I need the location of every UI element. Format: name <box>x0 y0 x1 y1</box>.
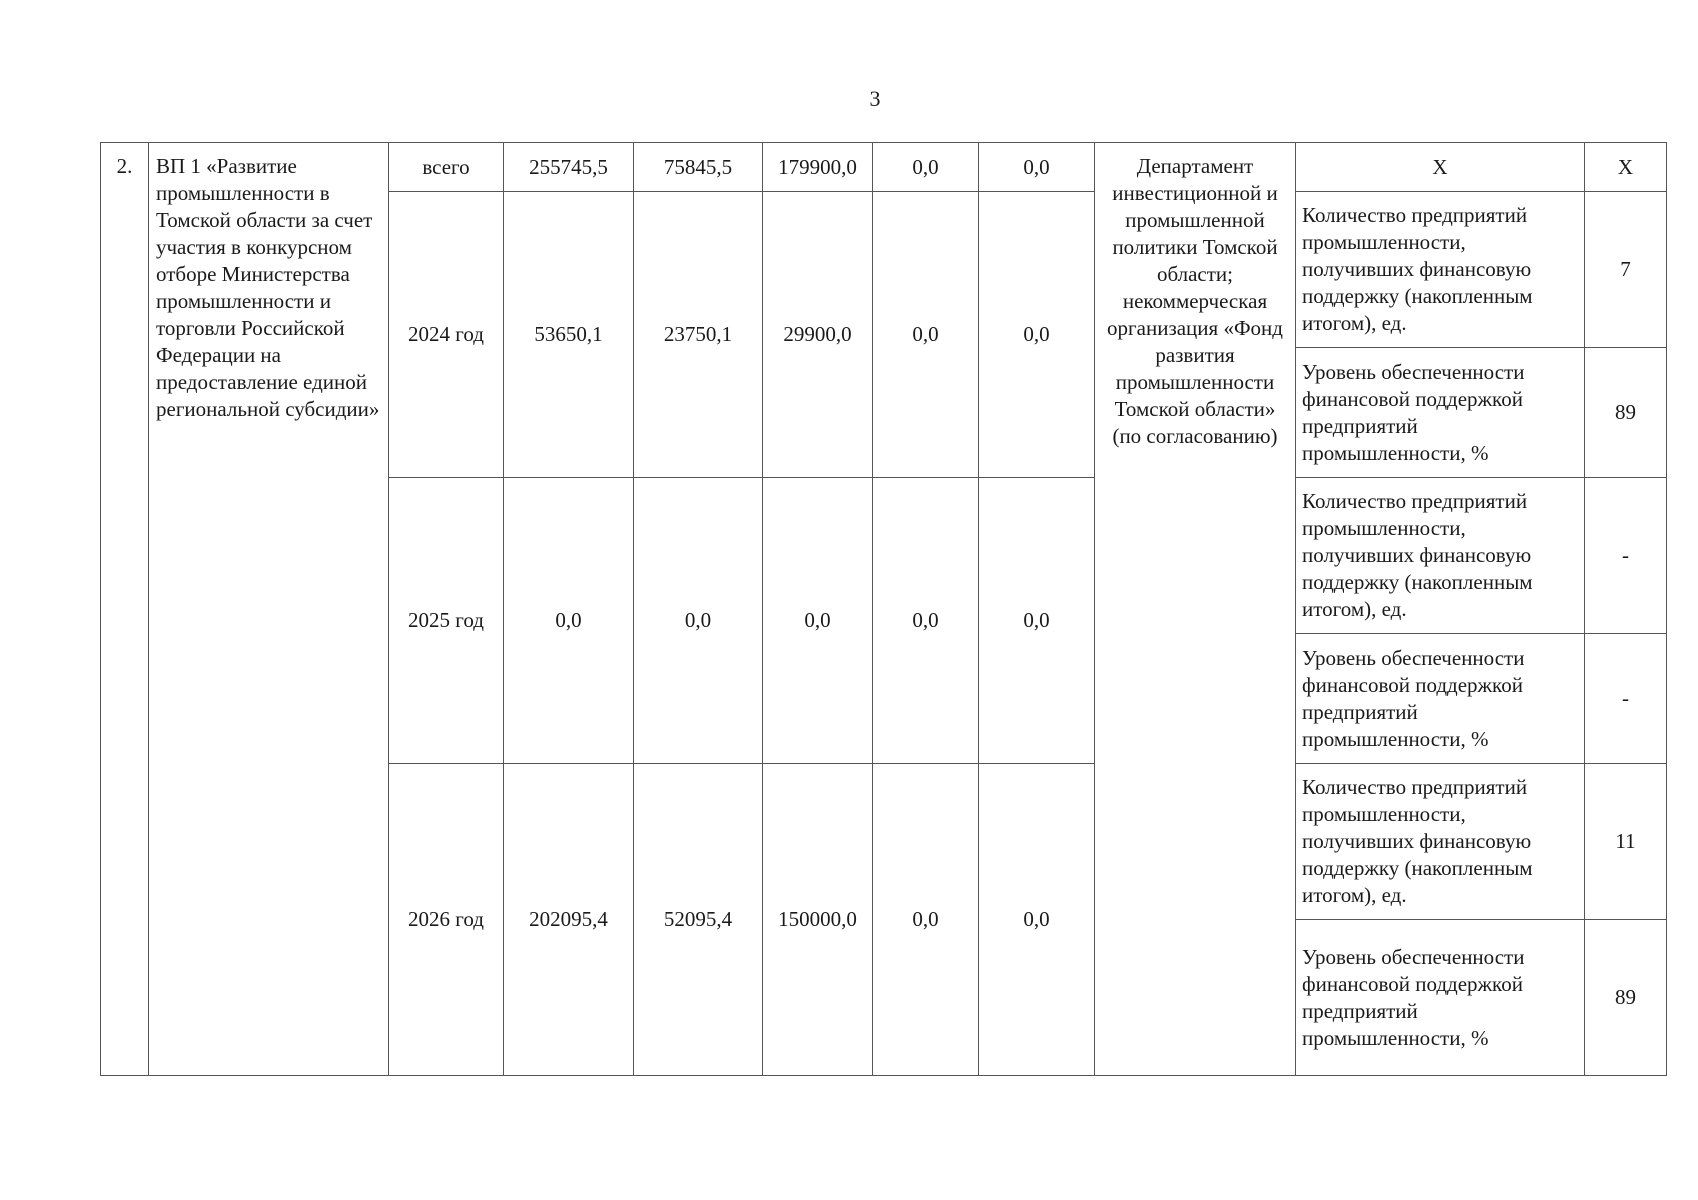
indicator-value: 89 <box>1585 920 1667 1076</box>
table-row-total <box>101 143 1667 192</box>
period-label: 2024 год <box>389 192 504 478</box>
period-col5: 0,0 <box>979 478 1095 764</box>
period-col5: 0,0 <box>979 192 1095 478</box>
period-col2: 23750,1 <box>634 192 763 478</box>
period-total: 53650,1 <box>504 192 634 478</box>
period-col5: 0,0 <box>979 764 1095 1076</box>
period-label: 2026 год <box>389 764 504 1076</box>
indicator-header-name: Х <box>1296 143 1585 192</box>
period-col4: 0,0 <box>873 764 979 1076</box>
period-total: 0,0 <box>504 478 634 764</box>
period-col2: 75845,5 <box>634 143 763 192</box>
indicator-name: Уровень обеспеченности финансовой поддержкой предприятий промышленности, % <box>1296 634 1585 764</box>
indicator-value: 7 <box>1585 192 1667 348</box>
executor: Департамент инвестиционной и промышленной политики Томской области; некоммерческая организация «Фонд развития промышленности Томской области» (по согласованию) <box>1095 143 1296 1076</box>
indicator-value: 89 <box>1585 348 1667 478</box>
period-col4: 0,0 <box>873 192 979 478</box>
period-col4: 0,0 <box>873 143 979 192</box>
period-col3: 29900,0 <box>763 192 873 478</box>
period-total: 202095,4 <box>504 764 634 1076</box>
period-col2: 0,0 <box>634 478 763 764</box>
period-col3: 150000,0 <box>763 764 873 1076</box>
row-number: 2. <box>101 143 149 1076</box>
period-col3: 0,0 <box>763 478 873 764</box>
indicator-value: 11 <box>1585 764 1667 920</box>
page-number: 3 <box>869 86 881 111</box>
period-col4: 0,0 <box>873 478 979 764</box>
subprogram-name: ВП 1 «Развитие промышленности в Томской области за счет участия в конкурсном отборе Министерства промышленности и торговли Российской Федерации на предоставление единой региональной субсидии» <box>149 143 389 1076</box>
indicator-name: Количество предприятий промышленности, получивших финансовую поддержку (накопленным итогом), ед. <box>1296 192 1585 348</box>
indicator-name: Уровень обеспеченности финансовой поддержкой предприятий промышленности, % <box>1296 920 1585 1076</box>
indicator-value: - <box>1585 634 1667 764</box>
indicator-value: - <box>1585 478 1667 634</box>
period-label: всего <box>389 143 504 192</box>
period-total: 255745,5 <box>504 143 634 192</box>
period-col3: 179900,0 <box>763 143 873 192</box>
program-table <box>100 142 1667 1076</box>
indicator-name: Количество предприятий промышленности, получивших финансовую поддержку (накопленным итогом), ед. <box>1296 764 1585 920</box>
indicator-name: Уровень обеспеченности финансовой поддержкой предприятий промышленности, % <box>1296 348 1585 478</box>
indicator-header-value: Х <box>1585 143 1667 192</box>
period-col5: 0,0 <box>979 143 1095 192</box>
indicator-name: Количество предприятий промышленности, получивших финансовую поддержку (накопленным итогом), ед. <box>1296 478 1585 634</box>
period-col2: 52095,4 <box>634 764 763 1076</box>
period-label: 2025 год <box>389 478 504 764</box>
